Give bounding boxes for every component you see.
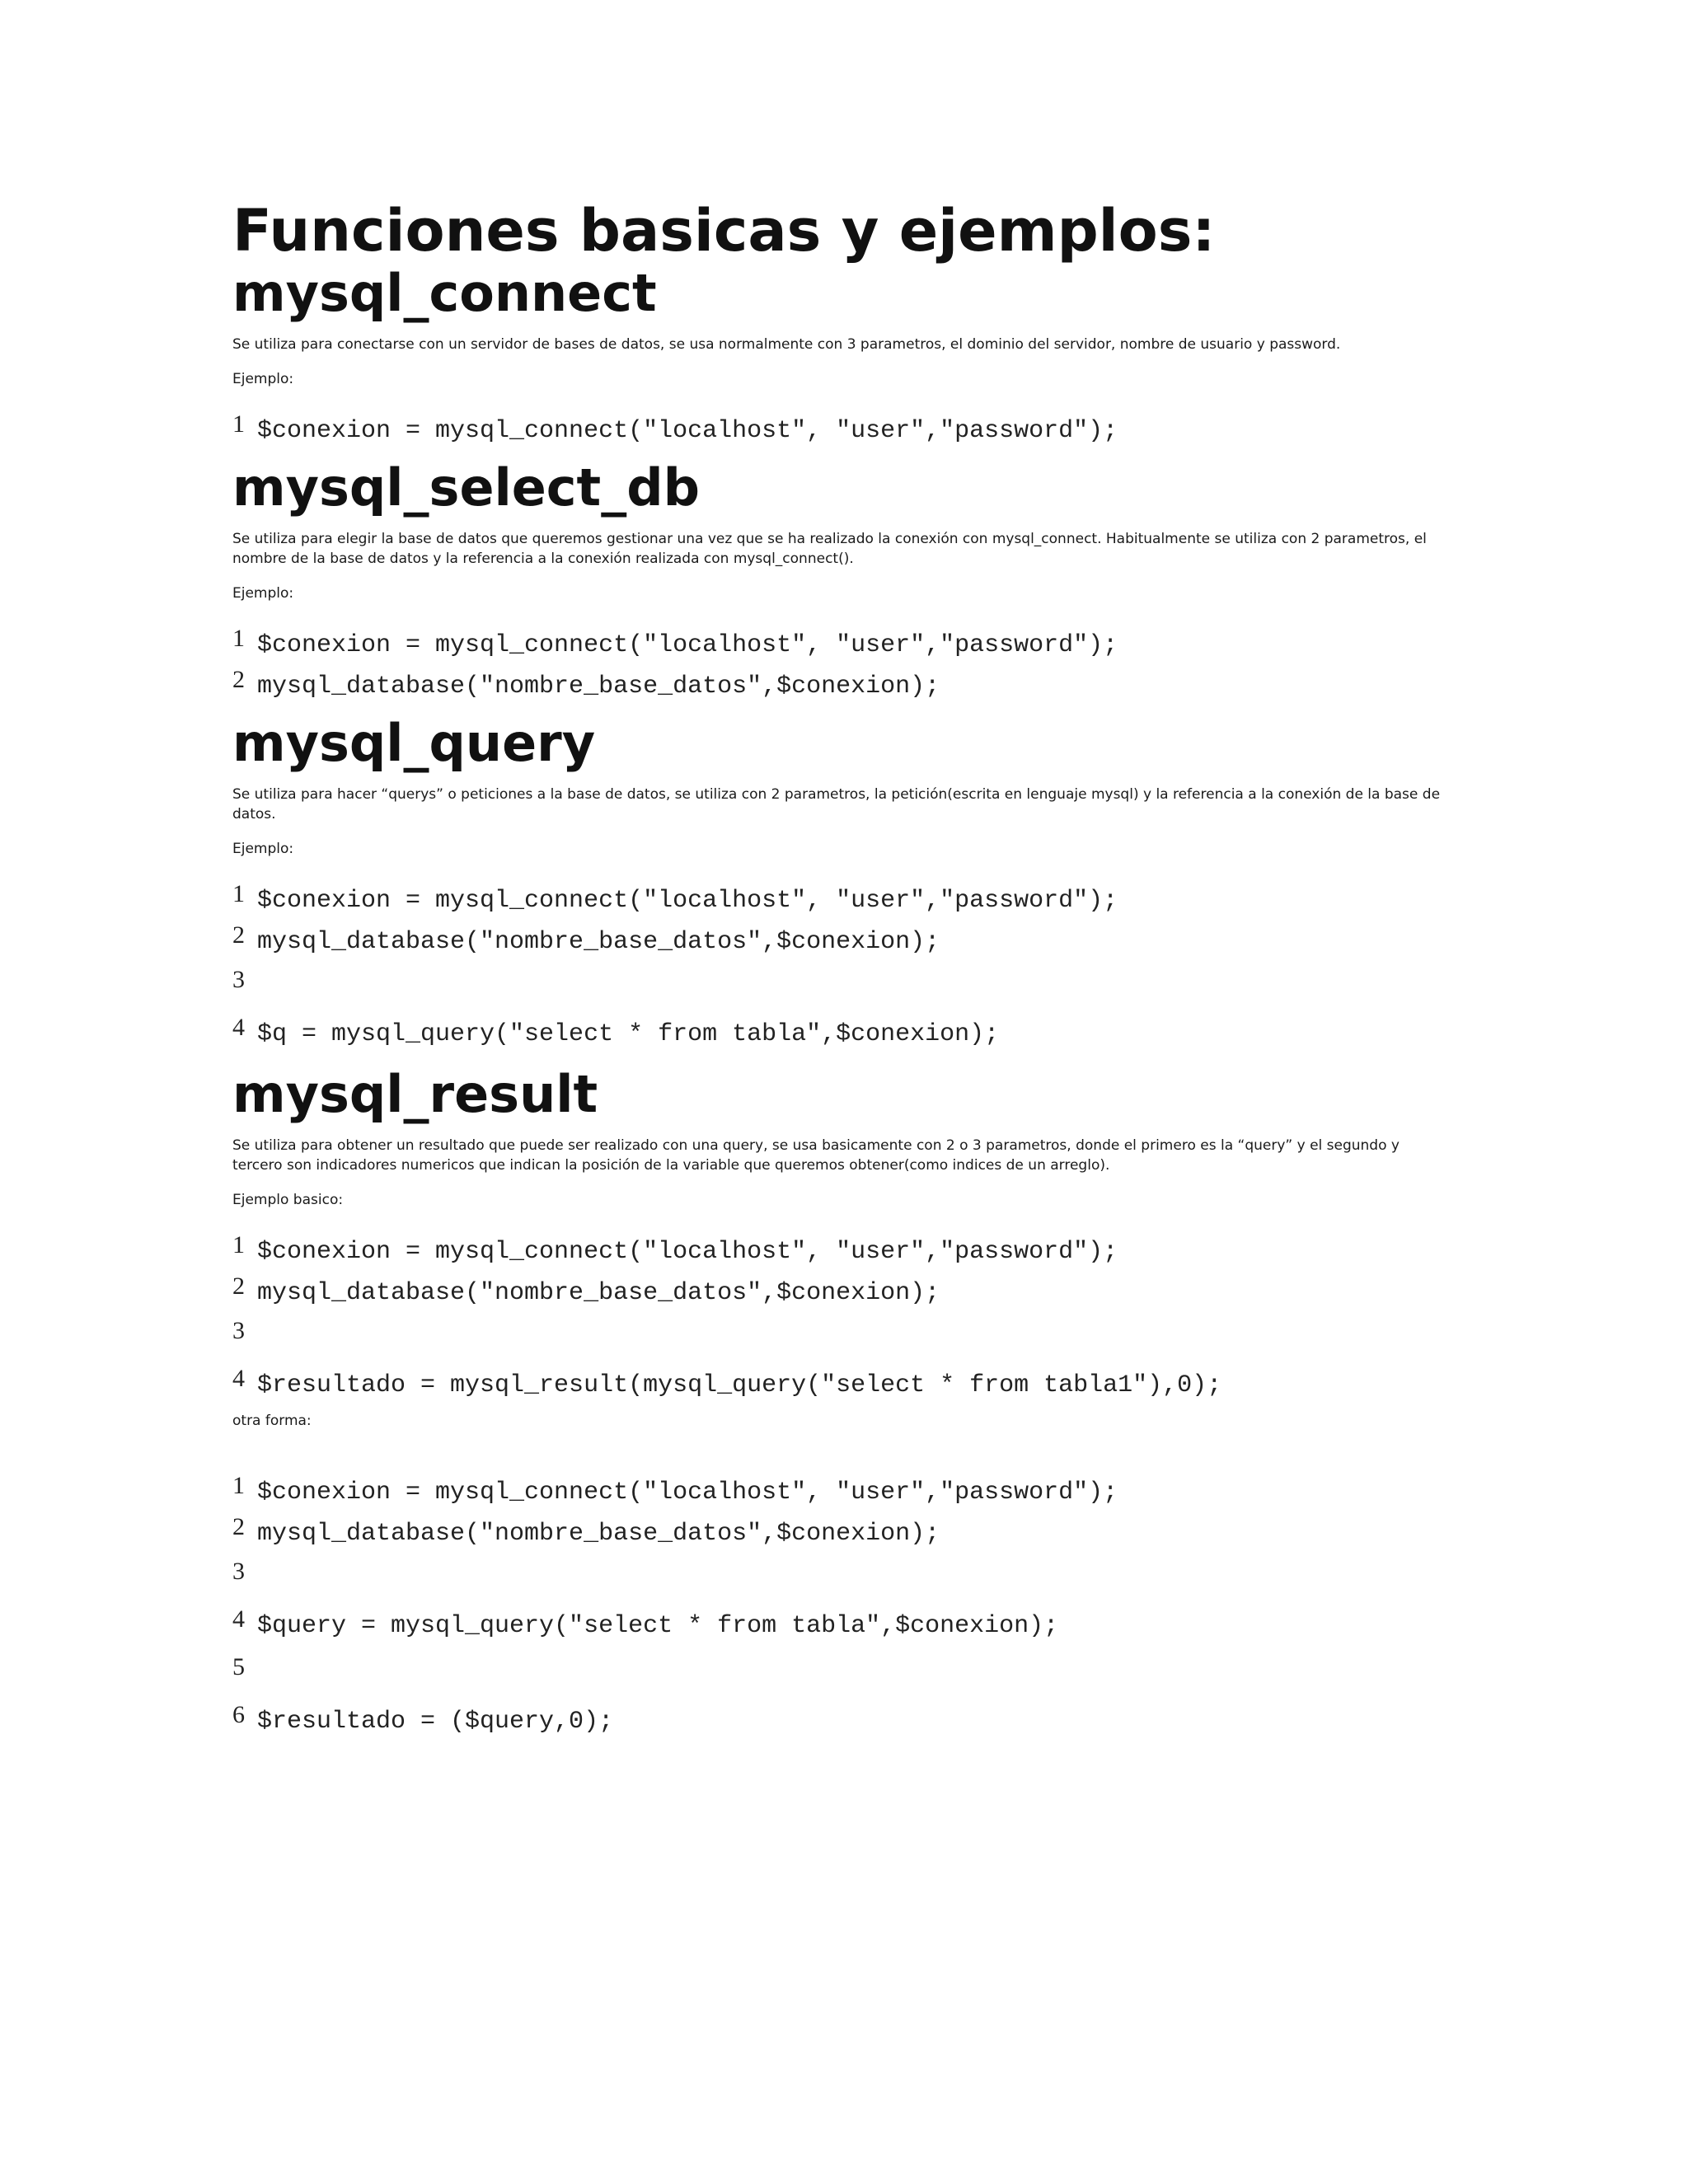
document-page	[232, 198, 1469, 1744]
code-text: $conexion = mysql_connect("localhost", "user","password");	[257, 631, 1118, 659]
code-text: $conexion = mysql_connect("localhost", "user","password");	[257, 887, 1118, 915]
line-number: 4	[232, 1605, 245, 1633]
line-number: 5	[232, 1653, 245, 1680]
code-line	[232, 1230, 1469, 1271]
code-line	[232, 1696, 1469, 1744]
code-line	[232, 1271, 1469, 1312]
code-line	[232, 1360, 1469, 1408]
code-block-alternate	[232, 1470, 1469, 1744]
code-line	[232, 409, 1469, 450]
line-number: 1	[232, 1472, 245, 1499]
line-number: 2	[232, 1513, 245, 1540]
code-text: mysql_database("nombre_base_datos",$conexion);	[257, 928, 940, 956]
code-text: $conexion = mysql_connect("localhost", "user","password");	[257, 1238, 1118, 1266]
code-block	[232, 1230, 1469, 1408]
line-number: 1	[232, 1231, 245, 1258]
line-number: 6	[232, 1701, 245, 1728]
code-line	[232, 1648, 1469, 1696]
code-line	[232, 1009, 1469, 1057]
code-line	[232, 1553, 1469, 1601]
code-line	[232, 879, 1469, 920]
code-block	[232, 623, 1469, 705]
section-heading: mysql_result	[232, 1064, 598, 1124]
section-heading: mysql_connect	[232, 263, 657, 323]
code-line	[232, 1511, 1469, 1553]
code-text: $resultado = ($query,0);	[257, 1708, 614, 1736]
example-label: Ejemplo:	[232, 841, 294, 857]
section-description: Se utiliza para conectarse con un servidor de bases de datos, se usa normalmente con 3 parametros, el dominio del servidor, nombre de usuario y password.	[232, 336, 1341, 353]
code-text: mysql_database("nombre_base_datos",$conexion);	[257, 1520, 940, 1548]
code-line	[232, 1470, 1469, 1511]
line-number: 1	[232, 880, 245, 907]
code-text: $q = mysql_query("select * from tabla",$conexion);	[257, 1020, 1000, 1048]
line-number: 4	[232, 1014, 245, 1041]
section-mysql-result	[232, 1065, 1469, 1744]
code-line	[232, 664, 1469, 705]
code-text: $conexion = mysql_connect("localhost", "user","password");	[257, 417, 1118, 445]
code-text: $conexion = mysql_connect("localhost", "user","password");	[257, 1479, 1118, 1507]
code-text: mysql_database("nombre_base_datos",$conexion);	[257, 1279, 940, 1307]
line-number: 1	[232, 625, 245, 652]
section-mysql-query	[232, 714, 1469, 1057]
line-number: 1	[232, 410, 245, 438]
section-heading: mysql_query	[232, 713, 596, 773]
line-number: 4	[232, 1365, 245, 1392]
example-label: Ejemplo basico:	[232, 1192, 344, 1208]
section-description: Se utiliza para hacer “querys” o peticiones a la base de datos, se utiliza con 2 parametros, la petición(escrita en lenguaje mysql) y la referencia a la conexión de la base de datos.	[232, 786, 1441, 823]
code-block	[232, 879, 1469, 1057]
code-line	[232, 1312, 1469, 1360]
section-description: Se utiliza para elegir la base de datos que queremos gestionar una vez que se ha realizado la conexión con mysql_connect. Habitualmente se utiliza con 2 parametros, el nombre de la base de datos y la referencia a la conexión realizada con mysql_connect().	[232, 531, 1427, 567]
line-number: 3	[232, 1558, 245, 1585]
line-number: 3	[232, 966, 245, 993]
section-heading: mysql_select_db	[232, 457, 700, 518]
line-number: 2	[232, 1272, 245, 1300]
page-title: Funciones basicas y ejemplos:	[232, 197, 1216, 265]
code-text: $query = mysql_query("select * from tabla",$conexion);	[257, 1612, 1059, 1640]
section-mysql-select-db	[232, 458, 1469, 705]
code-line	[232, 920, 1469, 961]
code-line	[232, 1601, 1469, 1648]
line-number: 3	[232, 1317, 245, 1344]
other-form-label: otra forma:	[232, 1413, 312, 1429]
code-line	[232, 623, 1469, 664]
section-description: Se utiliza para obtener un resultado que puede ser realizado con una query, se usa basicamente con 2 o 3 parametros, donde el primero es la “query” y el segundo y tercero son indicadores numericos que indican la posición de la variable que queremos obtener(como indices de un arreglo).	[232, 1137, 1400, 1174]
line-number: 2	[232, 921, 245, 949]
code-line	[232, 961, 1469, 1009]
example-label: Ejemplo:	[232, 585, 294, 602]
section-mysql-connect	[232, 264, 1469, 450]
line-number: 2	[232, 666, 245, 693]
code-text: mysql_database("nombre_base_datos",$conexion);	[257, 673, 940, 701]
code-block	[232, 409, 1469, 450]
example-label: Ejemplo:	[232, 371, 294, 387]
code-text: $resultado = mysql_result(mysql_query("select * from tabla1"),0);	[257, 1371, 1222, 1399]
